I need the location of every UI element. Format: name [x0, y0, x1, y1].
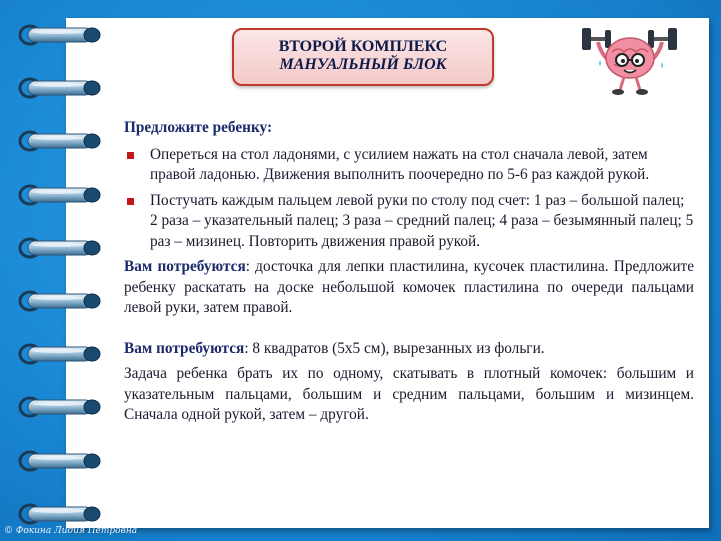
task-paragraph: Задача ребенка брать их по одному, скатывать в плотный комочек: большим и указательным пальцами, большим и средним пальцами, большим и мизинцем. Сначала одной рукой, затем – другой.	[124, 365, 694, 423]
materials-text: : 8 квадратов (5х5 см), вырезанных из фольги.	[244, 339, 545, 357]
lead-text: Предложите ребенку:	[124, 119, 273, 136]
spiral-binding	[18, 0, 108, 541]
materials-paragraph-2	[124, 339, 694, 360]
content-area	[124, 118, 694, 426]
spiral-ring-icon	[18, 503, 104, 525]
copyright-text: © Фокина Лидия Петровна	[4, 526, 138, 536]
spiral-ring-icon	[18, 184, 104, 206]
materials-text: : досточка для лепки пластилина, кусочек пластилина. Предложите ребенку раскатать на доске небольшой комочек пластилина по очереди пальцами левой руки, затем правой.	[124, 258, 694, 316]
materials-label: Вам потребуются	[124, 258, 246, 275]
bullet-square-icon	[127, 152, 134, 159]
spiral-ring-icon	[18, 290, 104, 312]
list-item	[124, 191, 694, 253]
list-item-text: Постучать каждым пальцем левой руки по столу под счет: 1 раз – большой палец; 2 раза – указательный палец; 3 раза – средний палец; 4 раза – безымянный палец; 5 раз – мизинец. Повторить движения правой рукой.	[150, 191, 694, 250]
list-item	[124, 145, 694, 186]
materials-paragraph-1	[124, 257, 694, 319]
list-item-text: Опереться на стол ладонями, с усилием нажать на стол сначала левой, затем правой ладонью. Движения выполнить поочередно по 5-6 раз каждой рукой.	[150, 145, 650, 183]
spiral-ring-icon	[18, 450, 104, 472]
exercise-list	[124, 145, 694, 253]
spiral-ring-icon	[18, 24, 104, 46]
title-line-2: МАНУАЛЬНЫЙ БЛОК	[279, 56, 447, 73]
brain-with-dumbbells-icon	[578, 20, 682, 98]
spiral-ring-icon	[18, 237, 104, 259]
title-box	[232, 28, 494, 86]
spiral-ring-icon	[18, 77, 104, 99]
spiral-ring-icon	[18, 343, 104, 365]
materials-label: Вам потребуются	[124, 339, 245, 357]
spiral-ring-icon	[18, 130, 104, 152]
bullet-square-icon	[127, 198, 134, 205]
title-line-1: ВТОРОЙ КОМПЛЕКС	[278, 38, 448, 55]
spiral-ring-icon	[18, 396, 104, 418]
